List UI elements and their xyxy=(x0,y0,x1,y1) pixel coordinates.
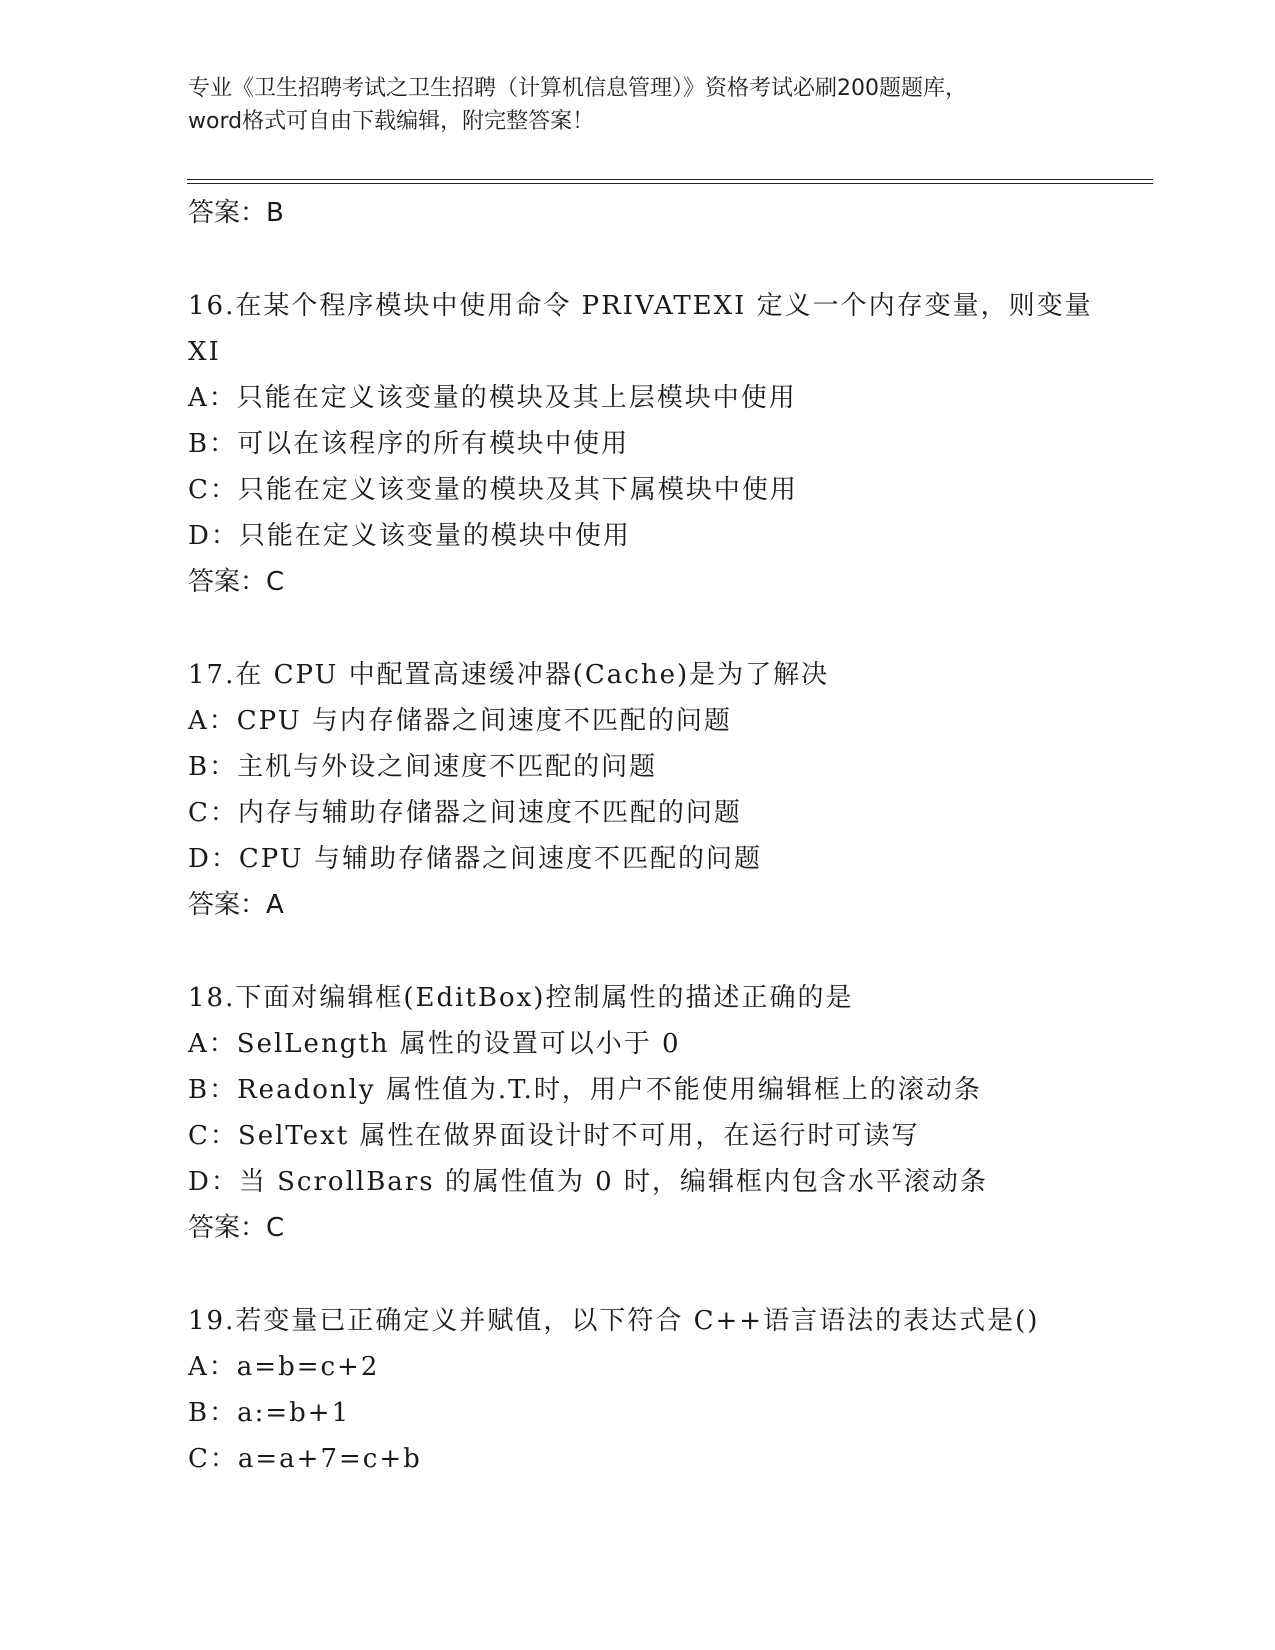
option-d: D：只能在定义该变量的模块中使用 xyxy=(188,521,631,551)
header-line-2: word格式可自由下载编辑，附完整答案！ xyxy=(188,109,595,134)
question-stem: 19.若变量已正确定义并赋值，以下符合 C++语言语法的表达式是() xyxy=(188,1306,1040,1336)
question-list xyxy=(188,190,1188,1482)
option-a: A：SelLength 属性的设置可以小于 0 xyxy=(188,1029,681,1059)
page-header xyxy=(188,72,1088,138)
header-divider-top xyxy=(187,179,1153,180)
answer-line: 答案：C xyxy=(188,1213,285,1243)
option-b: B：Readonly 属性值为.T.时，用户不能使用编辑框上的滚动条 xyxy=(188,1075,982,1105)
option-a: A：CPU 与内存储器之间速度不匹配的问题 xyxy=(188,706,732,736)
answer-line: 答案：A xyxy=(188,890,284,920)
option-c: C：SelText 属性在做界面设计时不可用，在运行时可读写 xyxy=(188,1121,920,1151)
option-a: A：只能在定义该变量的模块及其上层模块中使用 xyxy=(188,383,797,413)
question-stem: XI xyxy=(188,337,221,367)
question-stem: 16.在某个程序模块中使用命令 PRIVATEXI 定义一个内存变量，则变量 xyxy=(188,291,1093,321)
spacer xyxy=(188,605,1188,652)
option-a: A：a=b=c+2 xyxy=(188,1352,380,1382)
option-d: D：当 ScrollBars 的属性值为 0 时，编辑框内包含水平滚动条 xyxy=(188,1167,988,1197)
option-d: D：CPU 与辅助存储器之间速度不匹配的问题 xyxy=(188,844,762,874)
option-c: C：a=a+7=c+b xyxy=(188,1444,422,1474)
header-divider-bottom xyxy=(187,183,1153,184)
question-stem: 17.在 CPU 中配置高速缓冲器(Cache)是为了解决 xyxy=(188,660,830,690)
option-c: C：只能在定义该变量的模块及其下属模块中使用 xyxy=(188,475,798,505)
option-b: B：可以在该程序的所有模块中使用 xyxy=(188,429,630,459)
header-line-1: 专业《卫生招聘考试之卫生招聘（计算机信息管理）》资格考试必刷200题题库， xyxy=(188,76,967,101)
answer-line: 答案：C xyxy=(188,567,285,597)
option-c: C：内存与辅助存储器之间速度不匹配的问题 xyxy=(188,798,742,828)
spacer xyxy=(188,928,1188,975)
question-stem: 18.下面对编辑框(EditBox)控制属性的描述正确的是 xyxy=(188,983,854,1013)
option-b: B：a:=b+1 xyxy=(188,1398,351,1428)
option-b: B：主机与外设之间速度不匹配的问题 xyxy=(188,752,658,782)
answer-line: 答案：B xyxy=(188,198,284,228)
spacer xyxy=(188,1251,1188,1298)
spacer xyxy=(188,236,1188,283)
